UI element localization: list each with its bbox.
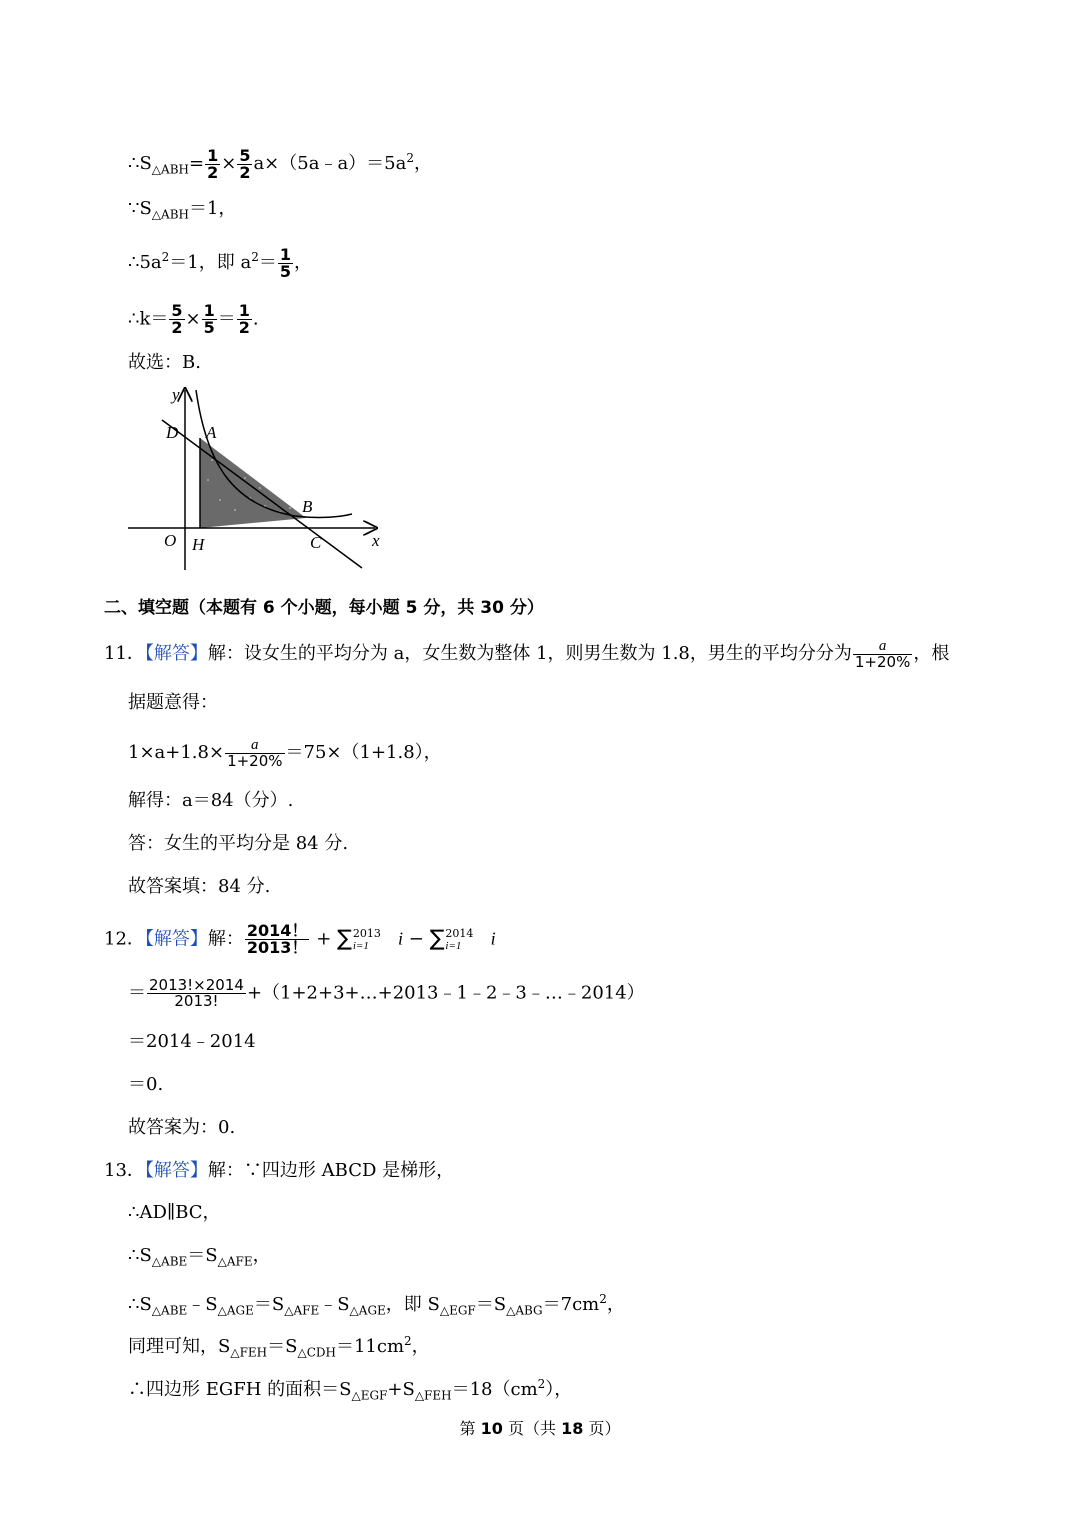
denominator: 1+20%: [854, 653, 911, 671]
q11-line2: 据题意得：: [128, 692, 218, 713]
var: a: [251, 737, 259, 753]
label-o: O: [164, 531, 177, 550]
superscript: 2: [599, 1292, 607, 1306]
text: +（1+2+3+…+2013﹣1﹣2﹣3﹣…﹣2014）: [246, 982, 645, 1004]
text: 1×a+1.8×: [128, 742, 225, 763]
text: ＝7cm: [542, 1294, 600, 1315]
text: ∴S: [128, 153, 152, 174]
fraction: [237, 303, 252, 336]
text: ＝S: [187, 1245, 218, 1266]
solution-line-given: [128, 198, 236, 226]
q11-answer: 答：女生的平均分是 84 分.: [128, 833, 349, 854]
plus-sign: +: [316, 928, 332, 950]
denominator: 2013!: [147, 993, 246, 1009]
q13-line4: [128, 1288, 625, 1322]
label-h: H: [192, 535, 205, 554]
answer-tag: 【解答】: [144, 928, 208, 950]
text: ，: [606, 1294, 625, 1315]
text: ，: [411, 1336, 430, 1357]
label-b: B: [302, 497, 313, 516]
subscript: △AFE: [217, 1254, 253, 1269]
q13-line6: [128, 1373, 572, 1407]
text: ﹣S: [187, 1294, 218, 1315]
q13-line2: ∴AD∥BC，: [128, 1202, 221, 1223]
q13-line5: [128, 1330, 430, 1364]
subscript: △ABH: [151, 162, 189, 177]
text: ＝: [258, 252, 277, 273]
q12-step3: ＝2014﹣2014: [128, 1031, 256, 1052]
denominator: 2: [207, 162, 219, 182]
text: ∴S: [128, 1245, 152, 1266]
subscript: △FEH: [230, 1345, 268, 1360]
section-title: 二、填空题（本题有 6 个小题，每小题 5 分，共 30 分）: [104, 598, 544, 618]
subscript: △FEH: [414, 1388, 452, 1403]
q12-line1: [104, 923, 496, 956]
text: 解：设女生的平均分为 a，女生数为整体 1，则男生数为 1.8，男生的平均分分为: [207, 643, 852, 664]
q12-step4: ＝0.: [128, 1074, 164, 1095]
lower-limit: i=1: [352, 939, 369, 952]
superscript: 2: [161, 250, 170, 264]
text: ，: [252, 1245, 271, 1266]
page-total: 18: [561, 1419, 584, 1438]
solution-line-k: [128, 303, 259, 336]
text: .: [252, 308, 259, 330]
text: ＝S: [253, 1294, 285, 1315]
q11-line1: [104, 638, 949, 670]
page-footer: [0, 1416, 1080, 1439]
text: 同理可知，S: [128, 1336, 231, 1357]
text: a×（5a﹣a）＝5a: [253, 153, 407, 174]
superscript: 2: [406, 151, 415, 165]
fraction: [278, 244, 293, 281]
fraction: [202, 303, 217, 336]
solution-line-area: [128, 147, 432, 181]
text: ∴k＝: [128, 308, 169, 330]
lower-limit: i=1: [445, 939, 462, 952]
subscript: △ABE: [151, 1254, 188, 1269]
fraction: [205, 145, 220, 182]
text: ∴S: [128, 1294, 152, 1315]
solution-choice: [128, 352, 201, 374]
text: ），: [545, 1379, 573, 1400]
subscript: △CDH: [297, 1345, 336, 1360]
text: 解：∵四边形 ABCD 是梯形，: [207, 1160, 455, 1181]
label-y: y: [172, 385, 180, 404]
text: ＝: [128, 982, 146, 1004]
q11-equation: [128, 737, 442, 769]
text: ＝1，即 a: [169, 252, 252, 273]
numerator: 1: [203, 301, 215, 320]
text: 页（共: [502, 1419, 562, 1438]
denominator: 1+20%: [227, 752, 283, 770]
coordinate-figure: [120, 380, 400, 580]
numerator: 2014！: [246, 921, 308, 940]
label-c: C: [310, 533, 322, 552]
sum-sign: ∑: [429, 926, 445, 952]
text: 第: [459, 1419, 481, 1438]
subscript: △AFE: [284, 1303, 320, 1318]
text: ＝1，: [188, 198, 237, 219]
fraction: [225, 737, 284, 769]
fraction: [853, 638, 912, 670]
subscript: △ABE: [151, 1303, 188, 1318]
fraction: [169, 303, 184, 336]
label-d: D: [166, 423, 179, 442]
subscript: △EGF: [439, 1303, 476, 1318]
text: ＝18（cm: [451, 1379, 538, 1400]
superscript: 2: [404, 1334, 412, 1348]
question-number: 13．: [104, 1160, 145, 1181]
minus-sign: −: [408, 928, 424, 950]
numerator: 2013!×2014: [149, 976, 244, 994]
denominator: 2: [239, 162, 251, 182]
text: ＝S: [475, 1294, 507, 1315]
answer-tag: 【解答】: [144, 643, 208, 664]
subscript: △EGF: [351, 1388, 388, 1403]
text: ∴5a: [128, 252, 162, 273]
numerator: 1: [238, 301, 250, 320]
superscript: 2: [537, 1377, 546, 1391]
page-number: 10: [480, 1419, 503, 1438]
numerator: [225, 737, 284, 753]
denominator: 2: [238, 318, 250, 337]
text: ，即 S: [385, 1294, 440, 1315]
text: ∴四边形 EGFH 的面积＝S: [128, 1379, 352, 1400]
text: ×: [221, 153, 237, 174]
subscript: △AGE: [217, 1303, 254, 1318]
text: ，: [414, 153, 433, 174]
text: ＝11cm: [335, 1336, 405, 1357]
text: =: [188, 153, 205, 174]
upper-limit: 2013: [352, 926, 381, 940]
q13-line1: [104, 1160, 454, 1182]
text: ∵S: [128, 198, 152, 219]
q12-step2: [128, 978, 645, 1009]
solution-line-a-squared: [128, 246, 312, 280]
fraction: [237, 145, 252, 182]
answer-tag: 【解答】: [144, 1160, 208, 1181]
subscript: △ABG: [506, 1303, 543, 1318]
text: 页）: [583, 1419, 621, 1438]
question-number: 11．: [104, 643, 145, 664]
subscript: △AGE: [349, 1303, 386, 1318]
denominator: 2: [171, 318, 183, 337]
upper-limit: 2014: [445, 926, 474, 940]
question-number: 12．: [104, 928, 145, 950]
label-a: A: [206, 423, 217, 442]
subscript: △ABH: [151, 207, 189, 222]
label-x: x: [372, 531, 380, 550]
fraction: [245, 923, 310, 956]
denominator: 5: [279, 261, 291, 281]
fraction: [147, 978, 246, 1009]
q13-line3: [128, 1245, 271, 1273]
text: 故选：B.: [128, 352, 201, 373]
sum-limits: [353, 928, 381, 952]
var: i: [490, 928, 496, 949]
text: ，根: [913, 643, 950, 664]
numerator: [853, 638, 912, 654]
var: i: [398, 928, 404, 949]
q11-solve: 解得：a＝84（分）.: [128, 790, 294, 811]
denominator: 2013！: [246, 938, 308, 957]
text: 解：: [207, 928, 244, 950]
text: ，: [293, 252, 312, 273]
text: ﹣S: [319, 1294, 350, 1315]
text: +S: [387, 1379, 415, 1400]
q11-fill: 故答案填：84 分.: [128, 876, 271, 897]
var: a: [878, 638, 887, 654]
sum-sign: ∑: [337, 926, 352, 952]
text: ＝: [217, 308, 236, 330]
text: ×: [185, 308, 201, 330]
text: ＝S: [267, 1336, 298, 1357]
numerator: 5: [171, 301, 183, 320]
text: ＝75×（1+1.8），: [285, 742, 442, 763]
denominator: 5: [203, 318, 215, 337]
superscript: 2: [251, 250, 259, 264]
q12-fill: 故答案为：0.: [128, 1117, 236, 1138]
numerator: 1: [279, 244, 291, 264]
numerator: 5: [239, 145, 251, 165]
numerator: 1: [207, 145, 219, 165]
sum-limits: [445, 928, 473, 952]
